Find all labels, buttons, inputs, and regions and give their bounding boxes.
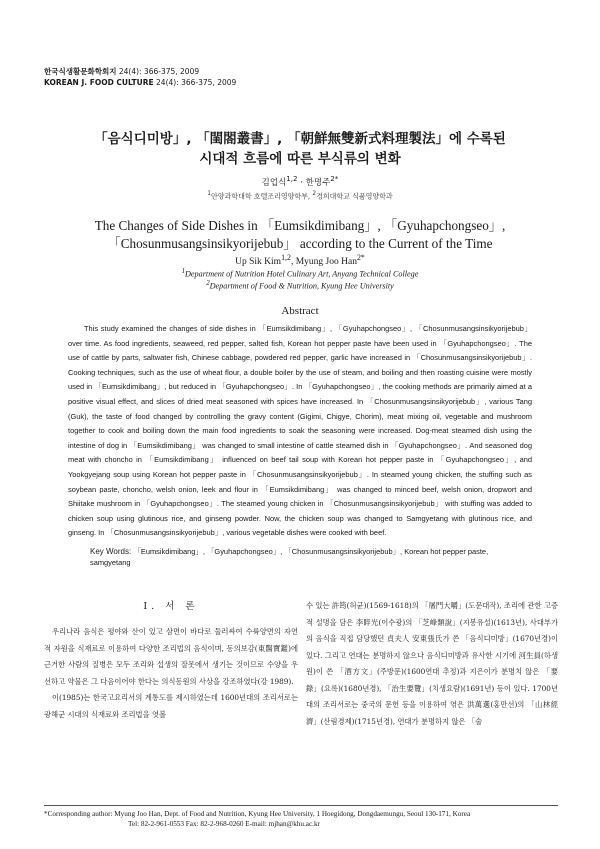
english-author-1-sup: 1,2 (281, 253, 291, 262)
abstract-body: This study examined the changes of side dishes in 「Eumsikdimibang」, 「Gyuhapchongseo」, 「Chosunmusangsinsikyorijebub」 over time. As food ingredients, seaweed, red pepper, salted fish, Korean hot pepper paste have been used in 「Gyuhapchongseo」. The use of cattle by parts, saltwater fish, Chinese cabbage, powdered red pepper, garlic have increased in 「Chosunmusangsinsikyorijebub」. Cooking techniques, such as the use of wheat flour, a double boiler by the use of steam, and boiling and then roasting cuisine were mostly used in 「Eumsikdimibang」, but reduced in 「Gyuhapchongseo」. In 「Gyuhapchongseo」, the cooking methods are primarily aimed at a positive visual effect, and slices of dried meat seasoned with spices have increased. In 「Chosunmusangsinsikyorijebub」, various Tang (Guk), the taste of food changed by controlling the gravy content (Gigimi, Chigye, Chorim), meat mixing oil, vegetable and mushroom together to cook and boiling down the main food ingredients to soak the seasoning were increased. Dog-meat steamed dish using the intestine of dog in 「Eumsikdimibang」 was changed to small intestine of cattle steamed dish in 「Gyuhapchongseo」. And seasoned dog meat with choncho in 「Eumsikdimibang」 influenced on beef tail soup with Korean hot pepper paste in 「Gyuhapchongseo」, and Yookgyejang soup using Korean hot pepper paste in 「Chosunmusangsinsikyorijebub」. In steamed young chicken, the stuffing such as soybean paste, choncho, welsh onion, leek and flour in 「Eumsikdimibang」 was changed to minced beef, welsh onion, dropwort and Shiitake mushroom in 「Gyuhapchongseo」. The steamed young chicken in 「Chosunmusangsinsikyorijebub」 with stuffing was added to chicken soup using glutinous rice, and ginseng powder. Now, the chicken soup was changed to Samgyetang with glutinous rice, and ginseng. In 「Chosunmusangsinsikyorijebub」, various vegetable dishes were cooked with beef. (68, 324, 532, 538)
korean-author-2-sup: 2* (330, 174, 339, 183)
footnote (44, 809, 558, 829)
body-column-right (306, 598, 558, 730)
korean-authors (0, 174, 600, 188)
korean-author-sep: · 한명주 (297, 177, 331, 188)
journal-english-citation: 24(4): 366-375, 2009 (156, 78, 237, 87)
keywords-text: 「Eumsikdimibang」, 「Gyuhapchongseo」, 「Chosunmusangsinsikyorijebub」, Korean hot pepper paste, samgyetang (90, 547, 489, 567)
english-authors (0, 253, 600, 267)
journal-korean-citation: 24(4): 366-375, 2009 (118, 67, 200, 76)
journal-korean-name: 한국식생활문화학회지 (44, 67, 117, 76)
korean-affil-2: 경희대학교 식품영양학과 (316, 192, 393, 201)
english-affil-2-sup: 2 (206, 280, 210, 287)
english-author-2-sup: 2* (356, 253, 365, 262)
korean-author-1: 김업식 (261, 177, 287, 188)
body-paragraph: 수 있는 許筠(허균)(1569-1618)의 「屠門大嚼」(도문대작), 조리에 관한 고증적 설명을 담은 李睟光(이수광)의 「芝峰類說」(지봉유설)(1613년), 사대부가의 음식을 직접 담당했던 貞夫人 安東張氏가 쓴 「음식디미방」(1670년경)이 있다. 그리고 연대는 분명하지 않으나 음식디미방과 유사한 시기에 河生員(하생원)이 쓴 「酒方文」(주방문)(1600연대 추정)과 지은이가 분명치 않은 「要錄」(요록)(1680년경), 「治生要覽」(치생요람)(1691년) 등이 있다. 1700년대의 조리서로는 중국의 문헌 등을 이용하여 엮은 洪萬選(홍만선)의 「山林經濟」(산림경제)(1715년경), 연대가 분명하지 않은 「술 (306, 601, 558, 726)
journal-english-line (44, 77, 236, 88)
english-title-line-1: The Changes of Side Dishes in 「Eumsikdimibang」, 「Gyuhapchongseo」, (94, 218, 506, 233)
journal-korean-line (44, 66, 236, 77)
footnote-line-1: *Corresponding author: Myung Joo Han, Dept. of Food and Nutrition, Kyung Hee University, 1 Hoegidong, Dongdaemungu, Seoul 130-171, Korea (44, 810, 471, 818)
section-title-introduction: I. 서 론 (143, 601, 199, 612)
english-title-line-2: 「Chosunmusangsinsikyorijebub」 according to the Current of the Time (107, 236, 493, 251)
body-paragraph: 이(1985)는 한국고요리서의 계통도를 제시하였는데 1600년대의 조리서로는 광해군 시대의 식재료와 조리법을 엿볼 (44, 693, 298, 719)
footnote-divider (44, 805, 558, 806)
english-affil-1: Department of Nutrition Hotel Culinary Art, Anyang Technical College (185, 269, 419, 279)
abstract-heading: Abstract (281, 305, 319, 317)
english-affiliation-1 (0, 268, 600, 279)
journal-english-name: KOREAN J. FOOD CULTURE (44, 78, 154, 87)
english-affiliation-2 (0, 280, 600, 291)
keywords (90, 546, 530, 568)
english-affil-2: Department of Food & Nutrition, Kyung Hee University (209, 281, 394, 291)
english-author-sep: , Myung Joo Han (290, 257, 357, 268)
body-column-left (44, 624, 298, 723)
korean-affil-1-sup: 1 (207, 191, 212, 197)
korean-affiliations (0, 191, 600, 201)
korean-author-1-sup: 1,2 (286, 174, 298, 183)
english-affil-1-sup: 1 (181, 268, 185, 275)
journal-header (44, 66, 236, 88)
keywords-label: Key Words: (90, 547, 134, 556)
korean-affil-1: 안양과학대학 호텔조리영양학부, (211, 192, 313, 201)
english-author-1: Up Sik Kim (235, 257, 282, 268)
korean-title-line-1: 「음식디미방」, 「閨閤叢書」, 「朝鮮無雙新式料理製法」에 수록된 (94, 131, 506, 147)
korean-title-line-2: 시대적 흐름에 따른 부식류의 변화 (199, 151, 401, 167)
korean-affil-2-sup: 2 (312, 191, 317, 197)
footnote-line-2: Tel: 82-2-961-0553 Fax: 82-2-968-0260 E-mail: mjhan@khu.ac.kr (128, 820, 320, 828)
body-paragraph: 우리나라 음식은 평야와 산이 있고 삼면이 바다로 둘러싸여 수륙양면의 자연적 자원을 식재료로 이용하여 다양한 조리법의 음식이며, 동의보감(東醫寶鑑)에 근거한 사람의 질병은 모두 조리와 섭생의 잘못에서 생기는 것이므로 수양을 우선하고 약물은 그 다음이어야 한다는 의식동원의 사상을 강조하였다(강 1989). (44, 627, 298, 686)
